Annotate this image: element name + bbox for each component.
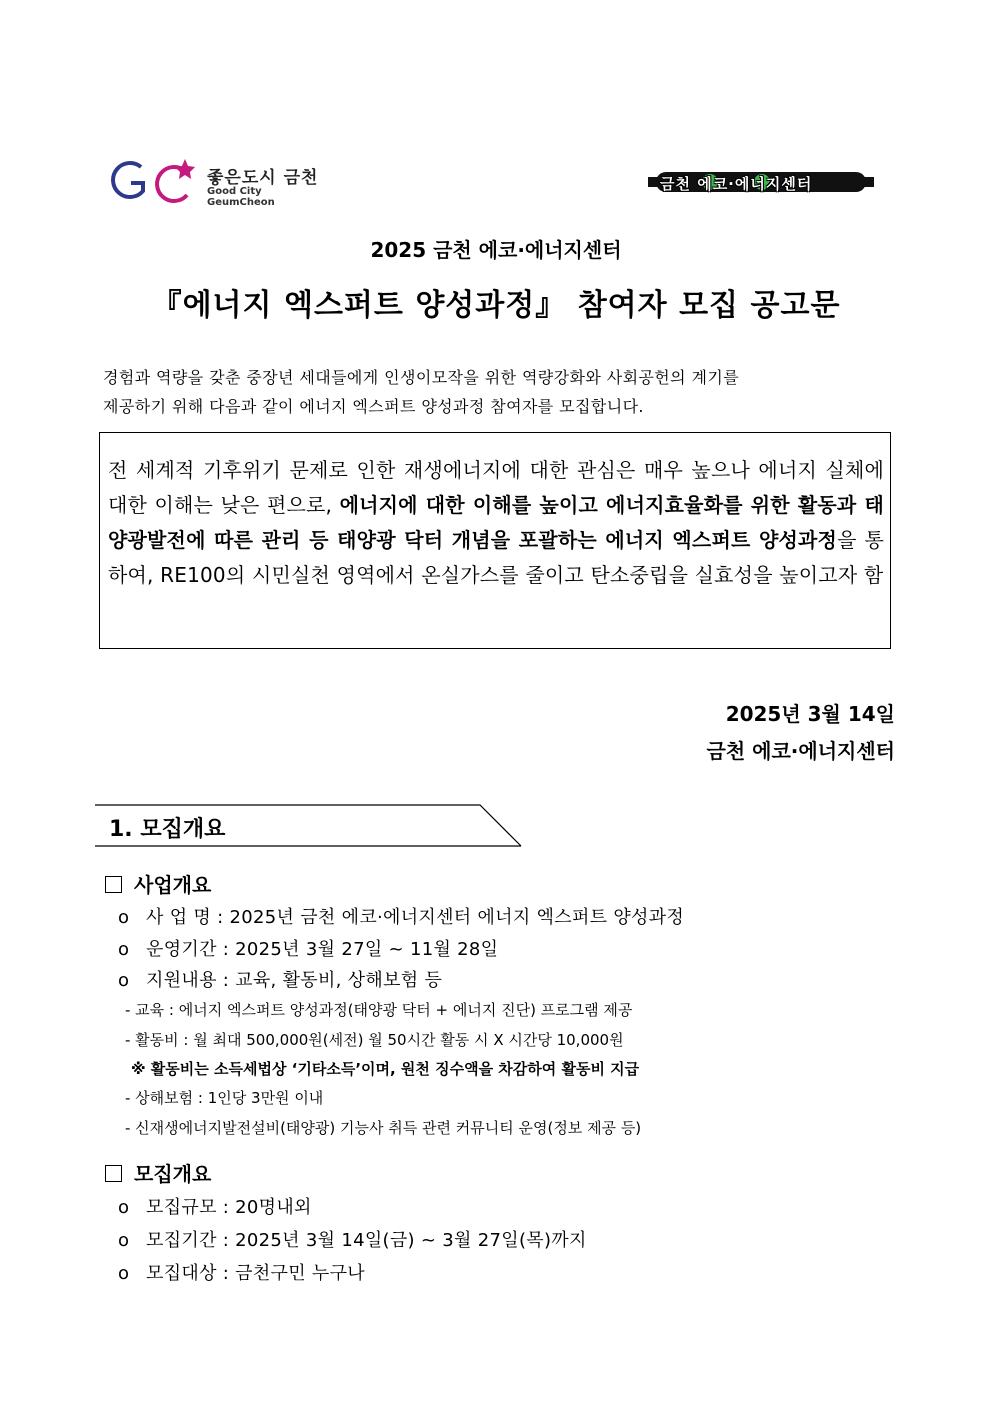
list-item-text: 모집규모 : 20명내외 [146,1197,312,1218]
list-item [118,1226,587,1252]
checkbox-square-icon [105,1165,122,1182]
bullet-icon: o [118,907,130,928]
bullet-icon: o [118,1197,130,1218]
purpose-text-bold: 에너지에 대한 이해를 높이고 에너지효율화를 위한 활동과 태양광발전에 따른 관리 등 태양광 닥터 개념을 포괄하는 에너지 엑스퍼트 양성과정 [108,493,884,552]
subsection-title: 모집개요 [134,1162,212,1186]
announcement-date: 2025년 3월 14일 [725,702,895,726]
intro-line2: 제공하기 위해 다음과 같이 에너지 엑스퍼트 양성과정 참여자를 모집합니다. [103,397,644,416]
list-item-text: 모집대상 : 금천구민 누구나 [146,1263,365,1284]
bullet-icon: o [118,970,130,991]
gc-logo-icon [107,155,199,207]
logo-right-text: 금천 에코·에너지센터 [660,175,813,193]
list-item [118,966,442,992]
note-text: ※ 활동비는 소득세법상 ‘기타소득’이며, 원천 징수액을 차감하여 활동비 지급 [131,1060,640,1078]
section-title: 1. 모집개요 [109,817,226,842]
purpose-text [108,453,884,593]
detail-item: - 신재생에너지발전설비(태양광) 기능사 취득 관련 커뮤니티 운영(정보 제공 등) [125,1119,642,1137]
subsection-recruitment-overview [105,1158,211,1187]
logo-left-name: 좋은도시 금천 [207,168,319,188]
bullet-icon: o [118,1263,130,1284]
announcement-org: 금천 에코·에너지센터 [706,739,895,763]
page-title-line2: 『에너지 엑스퍼트 양성과정』 참여자 모집 공고문 [151,288,841,323]
logo-left-sub: Good City GeumCheon [207,186,275,208]
purpose-text-part1: 전 세계적 기후위기 문제로 인한 재생에너지에 대한 관심은 매우 높으나 에너지 실체에 대한 이해는 낮은 편으로, [108,458,884,517]
purpose-box [99,432,891,649]
detail-item: - 활동비 : 월 최대 500,000원(세전) 월 50시간 활동 시 X 시간당 10,000원 [125,1031,624,1049]
detail-item: - 상해보험 : 1인당 3만원 이내 [125,1089,324,1107]
detail-item: - 교육 : 에너지 엑스퍼트 양성과정(태양광 닥터 + 에너지 진단) 프로그램 제공 [125,1001,633,1019]
bullet-icon: o [118,939,130,960]
intro-paragraph [103,363,883,421]
list-item-text: 사 업 명 : 2025년 금천 에코·에너지센터 에너지 엑스퍼트 양성과정 [146,907,685,928]
page-title-line1: 2025 금천 에코·에너지센터 [370,238,622,262]
list-item-text: 지원내용 : 교육, 활동비, 상해보험 등 [146,970,443,991]
list-item [118,903,684,929]
logo-eco-energy-center [648,171,874,193]
checkbox-square-icon [105,876,122,893]
list-item [118,1259,365,1285]
section-heading [95,804,525,849]
intro-line1: 경험과 역량을 갖춘 중장년 세대들에게 인생이모작을 위한 역량강화와 사회공헌의 계기를 [103,368,740,387]
subsection-title: 사업개요 [134,873,212,897]
list-item-text: 운영기간 : 2025년 3월 27일 ~ 11월 28일 [146,939,499,960]
logo-good-city-geumcheon [107,155,327,207]
bullet-icon: o [118,1230,130,1251]
subsection-business-overview [105,869,211,898]
list-item-text: 모집기간 : 2025년 3월 14일(금) ~ 3월 27일(목)까지 [146,1230,587,1251]
list-item [118,935,498,961]
purpose-text-part2: 을 통하여, RE100의 시민실천 영역에서 온실가스를 줄이고 탄소중립을 실효성을 높이고자 함 [108,528,884,587]
list-item [118,1193,312,1219]
